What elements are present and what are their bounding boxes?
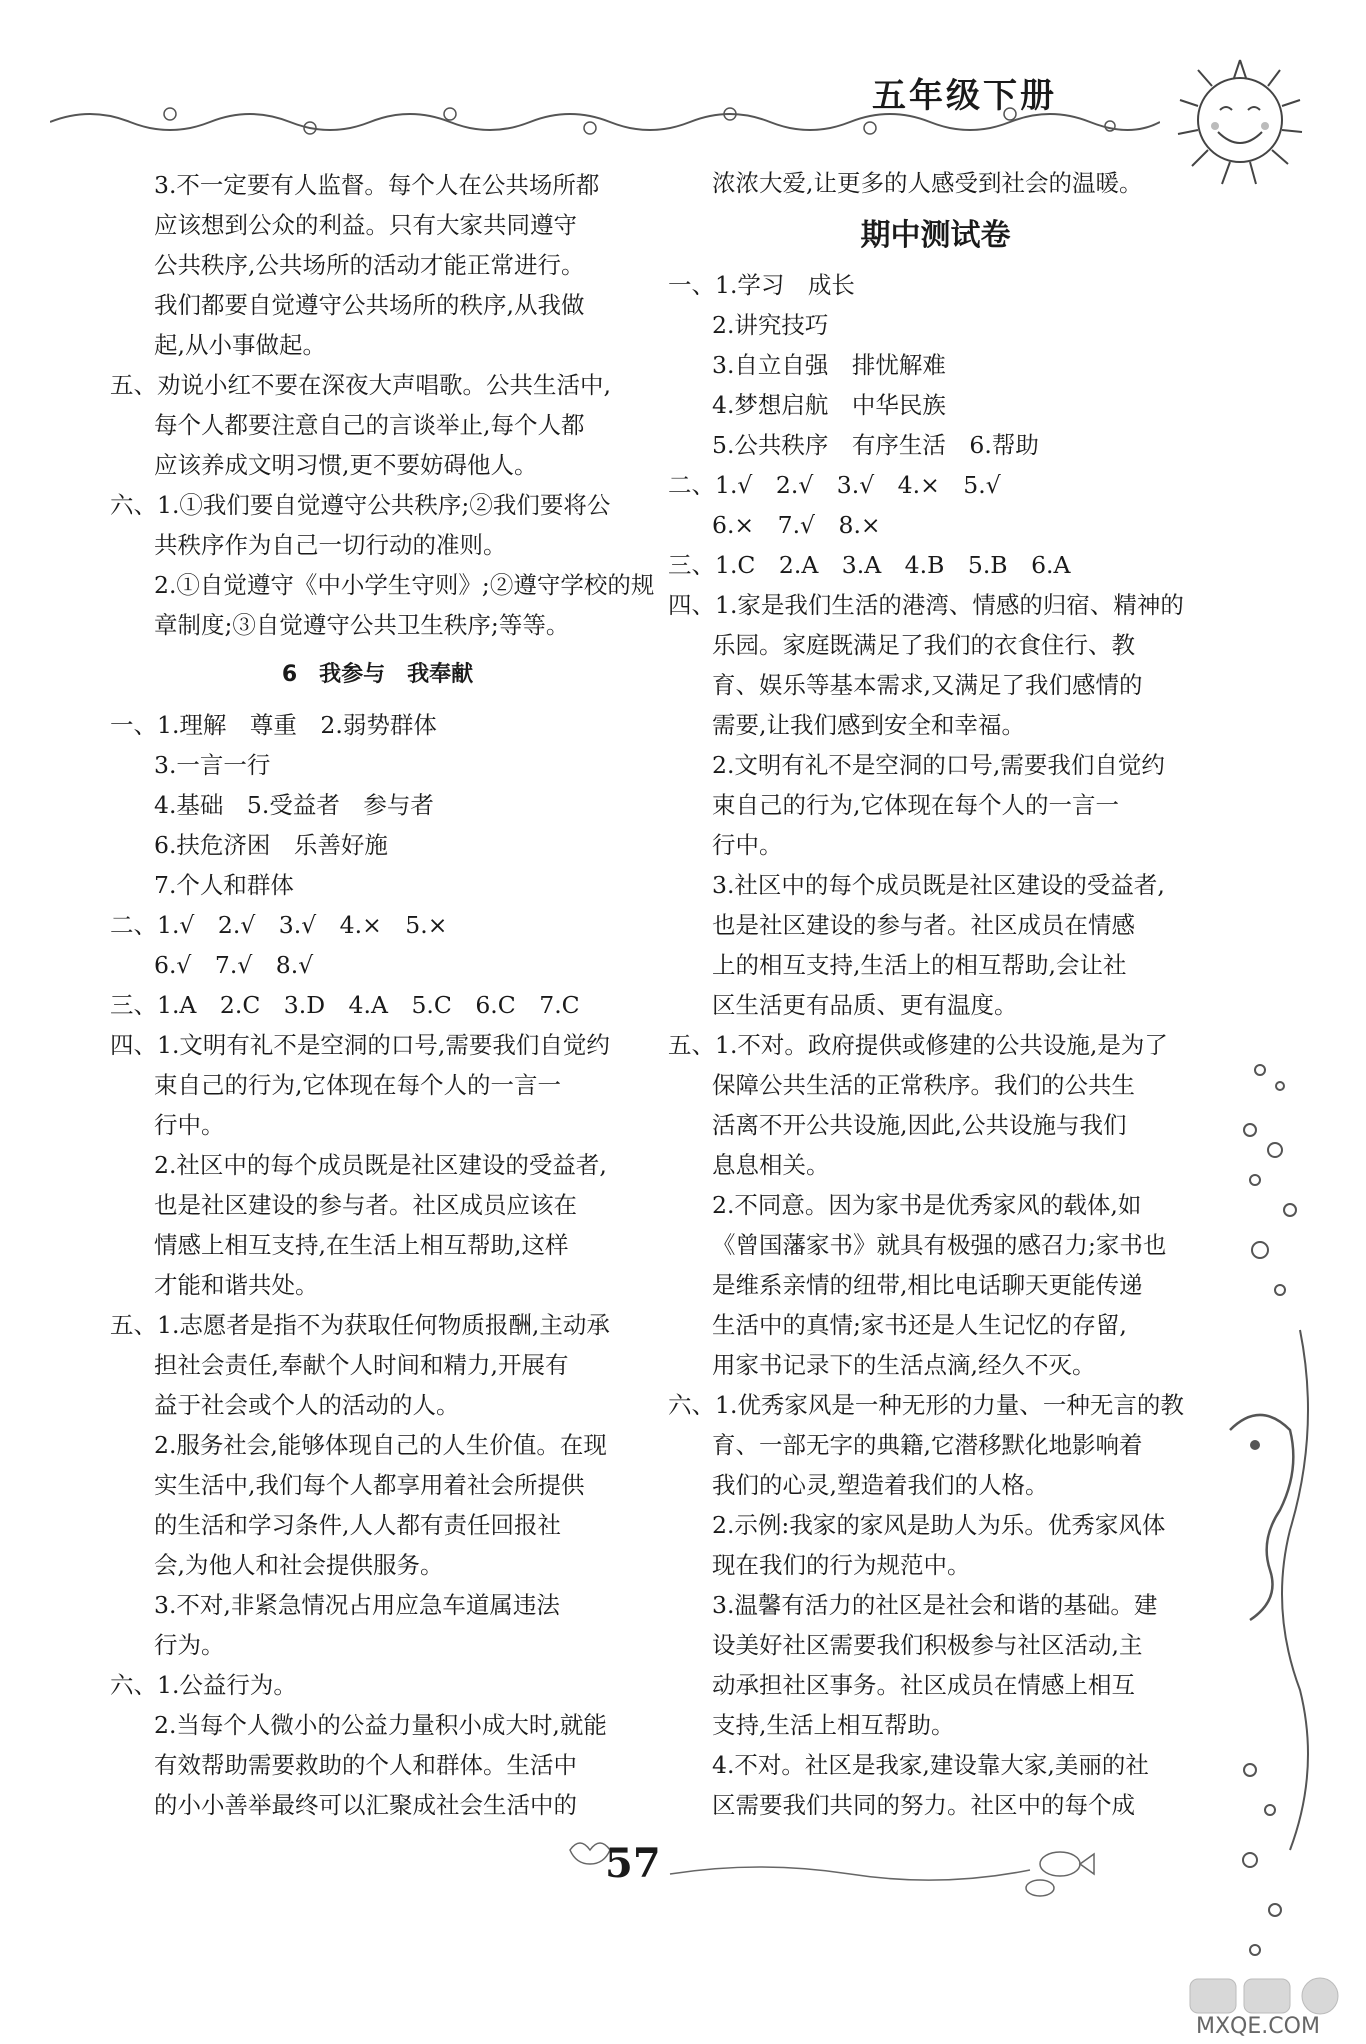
- answer-line: 四、1.文明有礼不是空洞的口号,需要我们自觉约: [110, 1031, 610, 1059]
- answer-line: 束自己的行为,它体现在每个人的一言一: [712, 791, 1119, 819]
- answer-line: 共秩序作为自己一切行动的准则。: [154, 531, 507, 559]
- answer-line: 6.× 7.√ 8.×: [712, 511, 881, 539]
- page-number: 57: [605, 1840, 661, 1887]
- answer-line: 2.当每个人微小的公益力量积小成大时,就能: [154, 1711, 607, 1739]
- answer-line: 4.基础 5.受益者 参与者: [154, 791, 434, 819]
- answer-line: 育、一部无字的典籍,它潜移默化地影响着: [712, 1431, 1143, 1459]
- answer-line: 每个人都要注意自己的言谈举止,每个人都: [154, 411, 585, 439]
- vine-decoration: [50, 100, 1160, 140]
- answer-line: 活离不开公共设施,因此,公共设施与我们: [712, 1111, 1127, 1139]
- answer-line: 我们都要自觉遵守公共场所的秩序,从我做: [154, 291, 585, 319]
- answer-line: 五、1.不对。政府提供或修建的公共设施,是为了: [668, 1031, 1168, 1059]
- answer-line: 区需要我们共同的努力。社区中的每个成: [712, 1791, 1135, 1819]
- answer-line: 行中。: [154, 1111, 225, 1139]
- answer-line: 乐园。家庭既满足了我们的衣食住行、教: [712, 631, 1135, 659]
- answer-line: 情感上相互支持,在生活上相互帮助,这样: [154, 1231, 569, 1259]
- answer-line: 起,从小事做起。: [154, 331, 326, 359]
- answer-line: 行中。: [712, 831, 783, 859]
- answer-line: 也是社区建设的参与者。社区成员在情感: [712, 911, 1135, 939]
- answer-line: 上的相互支持,生活上的相互帮助,会让社: [712, 951, 1127, 979]
- watermark-text: MXQE.COM: [1196, 2014, 1320, 2039]
- answer-line: 保障公共生活的正常秩序。我们的公共生: [712, 1071, 1135, 1099]
- left-answer-column: [110, 165, 655, 1825]
- answer-line: 2.文明有礼不是空洞的口号,需要我们自觉约: [712, 751, 1165, 779]
- answer-line: 五、1.志愿者是指不为获取任何物质报酬,主动承: [110, 1311, 610, 1339]
- section-heading: 期中测试卷: [860, 218, 1011, 253]
- answer-line: 六、1.公益行为。: [110, 1671, 297, 1699]
- answer-line: 2.不同意。因为家书是优秀家风的载体,如: [712, 1191, 1142, 1219]
- answer-line: 4.梦想启航 中华民族: [712, 391, 946, 419]
- answer-line: 也是社区建设的参与者。社区成员应该在: [154, 1191, 577, 1219]
- lesson-heading: 6 我参与 我奉献: [281, 662, 474, 687]
- answer-line: 的生活和学习条件,人人都有责任回报社: [154, 1511, 561, 1539]
- answer-line: 2.示例:我家的家风是助人为乐。优秀家风体: [712, 1511, 1166, 1539]
- answer-line: 应该想到公众的利益。只有大家共同遵守: [154, 211, 577, 239]
- answer-line: 会,为他人和社会提供服务。: [154, 1551, 444, 1579]
- answer-line: 二、1.√ 2.√ 3.√ 4.× 5.×: [110, 911, 448, 939]
- answer-line: 2.①自觉遵守《中小学生守则》;②遵守学校的规: [154, 571, 655, 599]
- answer-line: 才能和谐共处。: [154, 1271, 319, 1299]
- answer-line: 3.一言一行: [154, 751, 271, 779]
- answer-line: 设美好社区需要我们积极参与社区活动,主: [712, 1631, 1143, 1659]
- answer-line: 支持,生活上相互帮助。: [712, 1711, 955, 1739]
- answer-line: 的小小善举最终可以汇聚成社会生活中的: [154, 1791, 577, 1819]
- answer-line: 6.扶危济困 乐善好施: [154, 831, 388, 859]
- answer-line: 3.温馨有活力的社区是社会和谐的基础。建: [712, 1591, 1158, 1619]
- answer-line: 应该养成文明习惯,更不要妨碍他人。: [154, 451, 538, 479]
- answer-line: 3.不一定要有人监督。每个人在公共场所都: [154, 171, 600, 199]
- answer-line: 束自己的行为,它体现在每个人的一言一: [154, 1071, 561, 1099]
- answer-line: 我们的心灵,塑造着我们的人格。: [712, 1471, 1049, 1499]
- answer-line: 三、1.A 2.C 3.D 4.A 5.C 6.C 7.C: [110, 991, 580, 1019]
- answer-line: 行为。: [154, 1631, 225, 1659]
- answer-line: 浓浓大爱,让更多的人感受到社会的温暖。: [712, 169, 1143, 197]
- answer-line: 7.个人和群体: [154, 871, 294, 899]
- answer-line: 生活中的真情;家书还是人生记忆的存留,: [712, 1311, 1127, 1339]
- answer-line: 六、1.①我们要自觉遵守公共秩序;②我们要将公: [110, 491, 611, 519]
- answer-line: 5.公共秩序 有序生活 6.帮助: [712, 431, 1039, 459]
- right-answer-column: [668, 163, 1203, 1825]
- answer-line: 公共秩序,公共场所的活动才能正常进行。: [154, 251, 585, 279]
- answer-line: 3.不对,非紧急情况占用应急车道属违法: [154, 1591, 560, 1619]
- answer-line: 4.不对。社区是我家,建设靠大家,美丽的社: [712, 1751, 1149, 1779]
- answer-line: 担社会责任,奉献个人时间和精力,开展有: [154, 1351, 569, 1379]
- answer-line: 动承担社区事务。社区成员在情感上相互: [712, 1671, 1135, 1699]
- answer-line: 2.讲究技巧: [712, 311, 829, 339]
- answer-line: 2.社区中的每个成员既是社区建设的受益者,: [154, 1151, 607, 1179]
- answer-line: 区生活更有品质、更有温度。: [712, 991, 1018, 1019]
- answer-line: 有效帮助需要救助的个人和群体。生活中: [154, 1751, 577, 1779]
- answer-line: 6.√ 7.√ 8.√: [154, 951, 314, 979]
- answer-line: 六、1.优秀家风是一种无形的力量、一种无言的教: [668, 1391, 1184, 1419]
- answer-line: 需要,让我们感到安全和幸福。: [712, 711, 1025, 739]
- answer-line: 一、1.学习 成长: [668, 271, 855, 299]
- answer-line: 育、娱乐等基本需求,又满足了我们感情的: [712, 671, 1143, 699]
- answer-line: 四、1.家是我们生活的港湾、情感的归宿、精神的: [668, 591, 1184, 619]
- answer-line: 一、1.理解 尊重 2.弱势群体: [110, 711, 437, 739]
- answer-line: 是维系亲情的纽带,相比电话聊天更能传递: [712, 1271, 1143, 1299]
- answer-line: 3.自立自强 排忧解难: [712, 351, 946, 379]
- answer-line: 3.社区中的每个成员既是社区建设的受益者,: [712, 871, 1165, 899]
- answer-line: 息息相关。: [712, 1151, 830, 1179]
- answer-line: 2.服务社会,能够体现自己的人生价值。在现: [154, 1431, 607, 1459]
- answer-line: 五、劝说小红不要在深夜大声唱歌。公共生活中,: [110, 371, 611, 399]
- answer-line: 益于社会或个人的活动的人。: [154, 1391, 460, 1419]
- seahorse-bubbles-decoration: [1220, 1050, 1340, 2010]
- answer-line: 章制度;③自觉遵守公共卫生秩序;等等。: [154, 611, 570, 639]
- answer-line: 三、1.C 2.A 3.A 4.B 5.B 6.A: [668, 551, 1071, 579]
- answer-line: 二、1.√ 2.√ 3.√ 4.× 5.√: [668, 471, 1001, 499]
- answer-line: 《曾国藩家书》就具有极强的感召力;家书也: [712, 1231, 1167, 1259]
- answer-line: 现在我们的行为规范中。: [712, 1551, 971, 1579]
- answer-line: 用家书记录下的生活点滴,经久不灭。: [712, 1351, 1096, 1379]
- answer-line: 实生活中,我们每个人都享用着社会所提供: [154, 1471, 585, 1499]
- page-header-title: 五年级下册: [872, 76, 1057, 116]
